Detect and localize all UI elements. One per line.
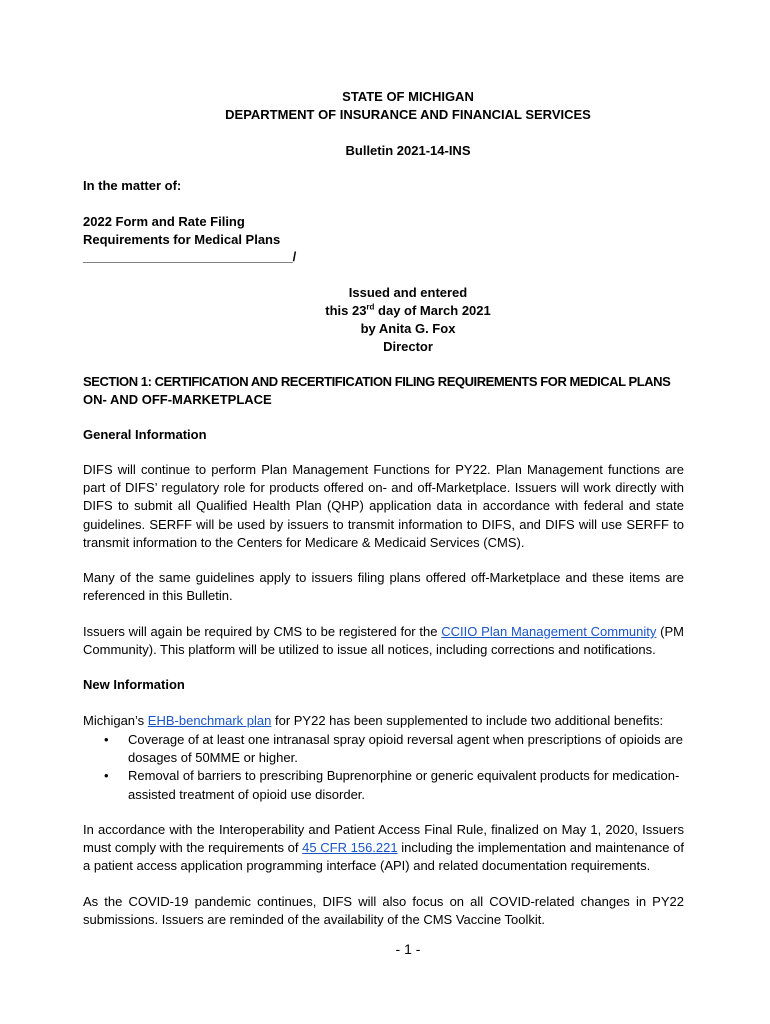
new-info-heading: New Information	[83, 677, 185, 692]
page-number: - 1 -	[395, 941, 421, 957]
issued-title: Director	[383, 339, 433, 354]
matter-title-line2: Requirements for Medical Plans	[83, 232, 281, 247]
header-state: STATE OF MICHIGAN	[342, 89, 474, 104]
benefit-list	[83, 731, 683, 804]
new-info-paragraph-3: As the COVID-19 pandemic continues, DIFS will also focus on all COVID-related changes in PY22 submissions. Issuers are reminded of the availability of the CMS Vaccine Toolkit.	[83, 894, 684, 928]
bullet-icon: •	[104, 732, 109, 747]
issued-signatory: by Anita G. Fox	[360, 321, 456, 336]
general-paragraph-1: DIFS will continue to perform Plan Management Functions for PY22. Plan Management functions are part of DIFS’ regulatory role for products offered on- and off-Marketplace. Issuers will work directly with DIFS to submit all Qualified Health Plan (QHP) application data in accordance with federal and state guidelines. SERFF will be used by issuers to transmit information to DIFS, and DIFS will use SERFF to transmit information to the Centers for Medicare & Medicaid Services (CMS).	[83, 462, 684, 550]
cfr-156-221-link[interactable]: 45 CFR 156.221	[302, 840, 398, 856]
section1-heading-line2: ON- AND OFF-MARKETPLACE	[83, 392, 272, 407]
bulletin-number: Bulletin 2021-14-INS	[345, 143, 471, 158]
ehb-benchmark-link[interactable]: EHB-benchmark plan	[147, 713, 272, 728]
new-info-paragraph-2: In accordance with the Interoperability and Patient Access Final Rule, finalized on May 1, 2020, Issuers must comply with the requirements of 45 CFR 156.221 including the implementation and maintenance of a patient access application programming interface (API) and related documentation requirements.	[83, 822, 685, 874]
section1-heading-line1: SECTION 1: CERTIFICATION AND RECERTIFICATION FILING REQUIREMENTS FOR MEDICAL PLANS	[83, 374, 671, 389]
bullet-icon: •	[104, 768, 109, 784]
general-paragraph-3: Issuers will again be required by CMS to be registered for the CCIIO Plan Management Community (PM Community). This platform will be utilized to issue all notices, including corrections and notifications.	[83, 624, 684, 658]
matter-title-line1: 2022 Form and Rate Filing	[83, 214, 245, 229]
general-info-heading: General Information	[83, 427, 207, 442]
list-item: • Coverage of at least one intranasal spray opioid reversal agent when prescriptions of opioids are dosages of 50MME or higher.	[104, 732, 683, 766]
issued-line1: Issued and entered	[348, 285, 468, 300]
new-info-paragraph-1: Michigan’s EHB-benchmark plan for PY22 has been supplemented to include two additional benefits:	[83, 713, 664, 728]
issued-line2: this 23rd day of March 2021	[325, 302, 491, 318]
header-department: DEPARTMENT OF INSURANCE AND FINANCIAL SERVICES	[225, 107, 591, 122]
general-paragraph-2: Many of the same guidelines apply to issuers filing plans offered off-Marketplace and these items are referenced in this Bulletin.	[83, 570, 684, 604]
matter-label: In the matter of:	[83, 178, 182, 193]
ccio-community-link[interactable]: CCIIO Plan Management Community	[441, 624, 657, 639]
matter-rule: _____________________________/	[83, 249, 297, 264]
list-item: • Removal of barriers to prescribing Buprenorphine or generic equivalent products for medication-assisted treatment of opioid use disorder.	[104, 768, 680, 802]
